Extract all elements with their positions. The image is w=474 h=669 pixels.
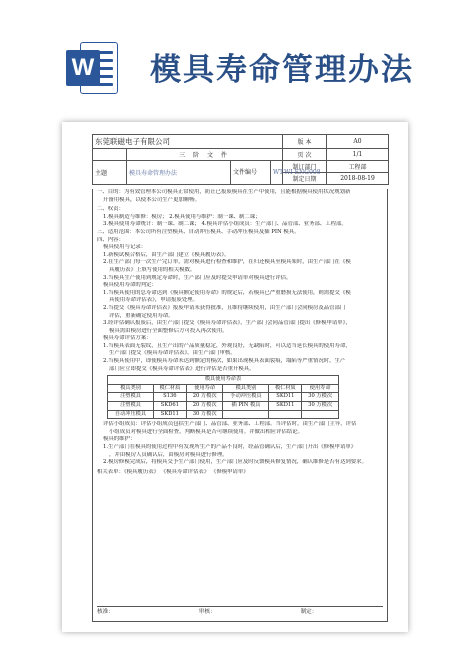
assessment-team: 评估小组成员：评估小组成员包括生产部门、品管部、业务部、工程部。当评估时，由生产部门主导，评估 (103, 421, 357, 428)
page-value: 1/1 (327, 149, 389, 161)
table-cell: 30 万模次 (186, 410, 223, 419)
mold-life-table-title: 模具使用寿命表 (108, 376, 339, 385)
table-cell: 注塑模具 (108, 402, 154, 411)
maintenance-2: 2.模房修模完成后，将模具交予生产部门使用，生产部门应及时反馈模具修复情况，确认维修是否有达到要求。 (103, 459, 367, 466)
document-body (92, 189, 388, 622)
date-label: 制定日期 (283, 173, 327, 185)
dept-label: 制订部门 (283, 161, 327, 173)
review-label: 审核： (198, 609, 216, 616)
usage-record-1: 1.新模试模合格后，由生产部门建立《模具履历表》。 (103, 251, 230, 258)
life-judgement-2: 2.当提交《模具寿命评估表》报废申请未获得批准，且维持继续使用，由生产部门会同模房及品管部门 (103, 304, 346, 311)
table-header: 模仁材质 (269, 384, 302, 393)
company-name: 东莞联磁电子有限公司 (93, 135, 271, 149)
assessment-team-cont: 小组成员对模具进行全面检查，判断模具是否可继续使用。并做出相应评估结论。 (109, 428, 304, 435)
prepare-label: 制定： (300, 609, 318, 616)
table-cell (223, 410, 269, 419)
table-header: 使用寿命 (302, 384, 339, 393)
table-cell: SKD61 (154, 402, 187, 411)
table-row (108, 402, 339, 411)
usage-record-heading: 模具使用与记录： (103, 244, 147, 251)
subject-label: 主题 (93, 161, 127, 185)
table-cell: 20 万模次 (186, 393, 223, 402)
assessment-2-cont: 部门应立即提交《模具寿命评估表》进行评估是否重开模具。 (109, 365, 255, 372)
table-cell: SKD11 (269, 402, 302, 411)
table-cell (269, 410, 302, 419)
maintenance-1-cont: ，并由模房人员确认后，由模房对模具进行修理。 (109, 451, 228, 458)
table-cell: 30 万模次 (302, 393, 339, 402)
document-tier: 三 阶 文 件 (127, 149, 283, 161)
signature-row (97, 606, 383, 617)
mold-life-table (107, 375, 339, 419)
dept-value: 工程部 (327, 161, 389, 173)
section-purpose: 一、目的：为有效管理本公司模具正常使用，防止已报废模具在生产中使用，且能根据模具使用状况规划新 (97, 189, 351, 195)
life-judgement-3-cont: 模具需由模房进行全面整修后方可投入再次使用。 (109, 327, 228, 334)
life-judgement-3: 3.经评估确认报废后，由生产部门提交《模具寿命评估表》，生产部门会同品管部门提出《修模申请单》， (103, 320, 351, 327)
table-cell (302, 410, 339, 419)
maintenance-heading: 模具的维护： (103, 436, 136, 443)
responsibility-line-2: 3.模具使用寿命统计：制一课、制二课； 4.模具评估小组成员：生产部门、品管部、业务部、工程部。 (103, 221, 347, 228)
table-cell: 手动冲压模具 (223, 393, 269, 402)
section-content: 四、内容： (97, 236, 124, 243)
document-preview[interactable] (62, 122, 408, 632)
word-icon (66, 42, 118, 94)
table-cell: 30 万模次 (302, 402, 339, 411)
table-header: 使用寿命 (186, 384, 223, 393)
subject-value: 模具寿命管理办法 (127, 161, 231, 185)
table-cell: 注塑模具 (108, 393, 154, 402)
related-forms: 相关表单：《模具履历表》 《模具寿命评估表》 《修模申请单》 (97, 468, 249, 475)
responsibility-line-1: 1.模具制造与维修：模房； 2.模具使用与维护：制一课、制二课； (103, 213, 261, 220)
usage-record-3: 3.当模具生产使用到规定寿命时，生产部门应及时提交申请单对模具进行评估。 (103, 274, 292, 281)
document-title: 模具寿命管理办法 (150, 52, 414, 88)
docno-label: 文件编号 (231, 161, 271, 185)
date-value: 2018-08-19 (327, 173, 389, 185)
life-judgement-2-cont: 评估，重新确定使用寿命。 (109, 312, 174, 319)
table-cell: SKD11 (154, 410, 187, 419)
table-header: 模仁材质 (154, 384, 187, 393)
assessment-1: 1.当模具表面无裂纹，且生产出的产品质量稳定，外观良好，无缺陷时，可以适当延长模具的使用寿命， (103, 342, 351, 349)
maintenance-1: 1.生产部门在模具的使用过程中有发现所生产的产品不良时，经品管确认后，生产部门开出《修模申请单》 (103, 444, 357, 450)
docno-value: WT-WI-ENG008 (271, 161, 283, 185)
section-purpose-cont: 开备用模具，以使本公司生产更加顺畅。 (103, 196, 201, 203)
life-judgement-heading: 模具使用寿命的判定： (103, 282, 157, 289)
table-cell: S136 (154, 393, 187, 402)
table-header: 模具类别 (108, 384, 154, 393)
word-badge: W (66, 50, 100, 86)
section-scope: 三、适用范围：本公司所有注塑模具、自动冲压模具、手动冲压模具及插 PIN 模具。 (97, 228, 300, 235)
table-cell: SKD11 (269, 393, 302, 402)
assessment-heading: 模具寿命评估方案： (103, 335, 152, 342)
assessment-1-cont: 生产部门提交《模具寿命评估表》，由生产部门审核。 (109, 350, 236, 357)
version-value: A0 (327, 135, 389, 149)
life-judgement-1-cont: 具使用寿命评估表》，申请报废处理。 (109, 297, 198, 304)
assessment-2: 2.当模具使用中，即使模具寿命未达到额定的模次，如果出现模具表面裂痕，塌陷等严重情况时，生产 (103, 358, 346, 365)
version-label: 版 本 (283, 135, 327, 149)
table-header: 模具类别 (223, 384, 269, 393)
section-responsibility: 二、权责： (97, 206, 124, 213)
table-cell: 自动冲压模具 (108, 410, 154, 419)
usage-record-2-cont: 具履历表》上填写使用的相关模数。 (109, 266, 196, 273)
approve-label: 核准： (97, 609, 114, 616)
table-cell: 20 万模次 (186, 402, 223, 411)
document-banner (0, 0, 474, 110)
table-cell: 插 PIN 模具 (223, 402, 269, 411)
page-label: 页 次 (283, 149, 327, 161)
table-row (108, 393, 339, 402)
document-header-table (92, 134, 389, 185)
usage-record-2: 2.在生产部门每一次生产完订单，需对模具进行检查和维护，在归还模具至模具架时，由生产部门在《模 (103, 259, 351, 266)
table-row (108, 410, 339, 419)
life-judgement-1: 1.当模具使用的总寿命达到《模具额定使用寿命》的规定后，若模具已严重磨损无法使用，则需提交《模 (103, 289, 351, 296)
document-sheet (92, 134, 388, 622)
